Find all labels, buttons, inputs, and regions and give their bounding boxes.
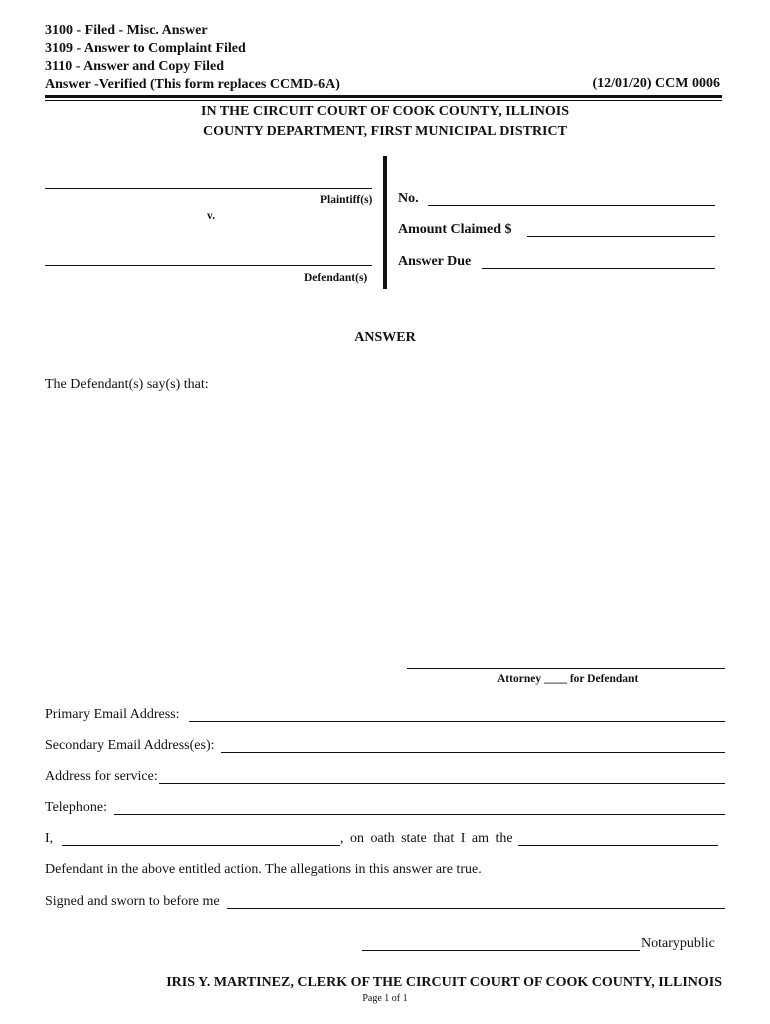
address-label: Address for service: [45,769,158,784]
case-number-label: No. [398,191,419,206]
secondary-email-field[interactable] [221,752,725,753]
header-rule [45,95,722,98]
form-codes [45,22,340,94]
answer-body-area[interactable] [45,398,725,653]
caption-divider [383,156,387,289]
verification-statement: Defendant in the above entitled action. The allegations in this answer are true. [45,862,482,877]
plaintiff-field[interactable] [45,188,372,189]
answer-intro: The Defendant(s) say(s) that: [45,377,209,392]
form-code-line: 3109 - Answer to Complaint Filed [45,41,246,56]
secondary-email-label: Secondary Email Address(es): [45,738,215,753]
verification-i-label: I, [45,831,54,846]
answer-due-label: Answer Due [398,254,472,269]
amount-claimed-field[interactable] [527,236,715,237]
amount-claimed-label: Amount Claimed $ [398,222,512,237]
verifier-role-field[interactable] [518,845,718,846]
notary-signature-line[interactable] [362,950,640,951]
form-id: (12/01/20) CCM 0006 [592,76,720,91]
form-code-line: 3110 - Answer and Copy Filed [45,59,225,74]
oath-text: , on oath state that I am the [340,831,513,846]
clerk-footer: IRIS Y. MARTINEZ, CLERK OF THE CIRCUIT COURT OF COOK COUNTY, ILLINOIS [166,975,722,990]
telephone-field[interactable] [114,814,725,815]
versus-label: v. [207,210,215,222]
form-code-line: 3100 - Filed - Misc. Answer [45,23,208,38]
case-number-field[interactable] [428,205,715,206]
attorney-label: Attorney ____ for Defendant [497,673,639,685]
answer-title: ANSWER [354,330,416,345]
form-code-line: Answer -Verified (This form replaces CCMD-6A) [45,77,340,92]
sworn-field[interactable] [227,908,725,909]
telephone-label: Telephone: [45,800,107,815]
court-department: COUNTY DEPARTMENT, FIRST MUNICIPAL DISTRICT [203,124,567,139]
notary-label: Notarypublic [641,936,715,951]
defendant-label: Defendant(s) [304,272,368,284]
sworn-label: Signed and sworn to before me [45,894,220,909]
court-name: IN THE CIRCUIT COURT OF COOK COUNTY, ILLINOIS [201,104,569,119]
header-rule-thin [45,100,722,101]
page-number: Page 1 of 1 [362,993,408,1004]
primary-email-label: Primary Email Address: [45,707,180,722]
verifier-name-field[interactable] [62,845,340,846]
attorney-signature-line[interactable] [407,668,725,669]
answer-due-field[interactable] [482,268,715,269]
address-field[interactable] [159,783,725,784]
primary-email-field[interactable] [189,721,725,722]
plaintiff-label: Plaintiff(s) [320,194,373,206]
defendant-field[interactable] [45,265,372,266]
